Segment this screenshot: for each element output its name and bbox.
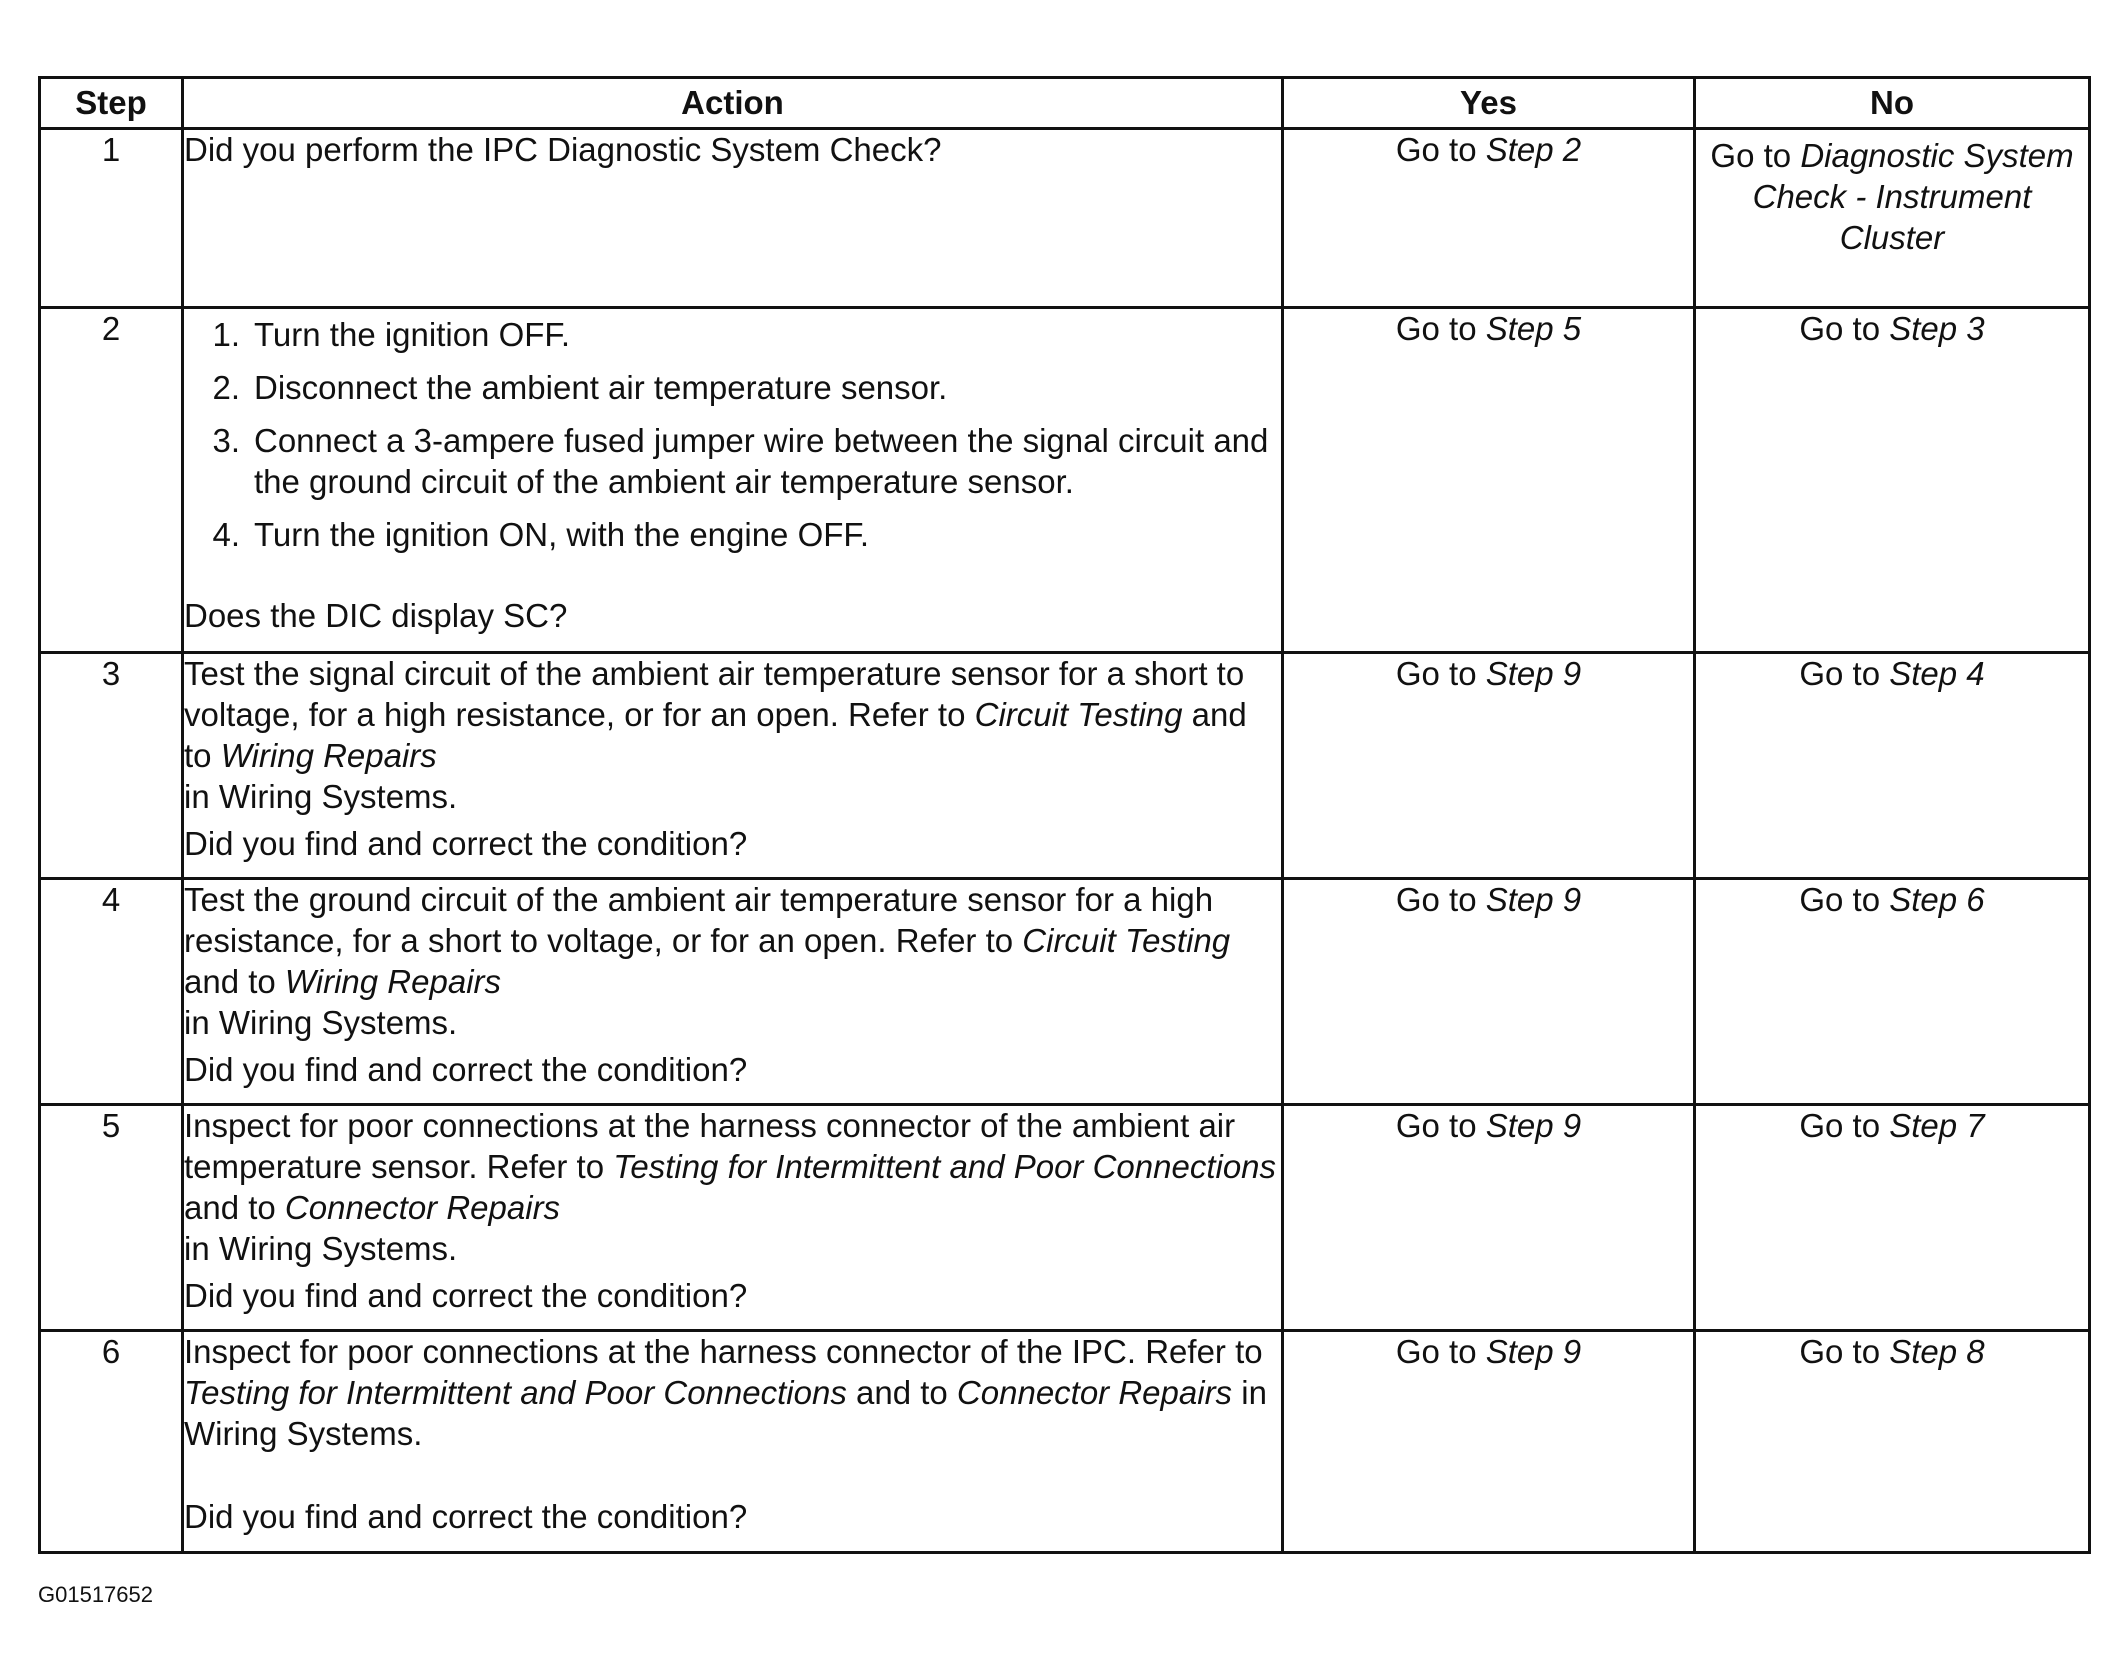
no-cell	[1695, 653, 2090, 879]
table-row	[40, 879, 2090, 1105]
header-row	[40, 78, 2090, 129]
reference-link[interactable]: Connector Repairs	[284, 1188, 561, 1226]
reference-link[interactable]: Connector Repairs	[956, 1373, 1233, 1411]
action-question: Does the DIC display SC?	[184, 597, 568, 635]
yes-prefix: Go to	[1395, 1333, 1486, 1370]
substep-number: 4.	[212, 515, 240, 553]
no-cell	[1695, 308, 2090, 653]
no-step-link[interactable]: Diagnostic System Check - Instrument Cluster	[1752, 137, 2074, 256]
action-text: and to	[184, 1188, 285, 1226]
action-question: Did you find and correct the condition?	[184, 824, 748, 862]
action-cell	[183, 308, 1283, 653]
no-step-link[interactable]: Step 6	[1889, 881, 1985, 918]
reference-link[interactable]: Wiring Repairs	[284, 962, 502, 1000]
step-number: 6	[40, 1331, 183, 1553]
substep-item	[184, 315, 1281, 356]
no-cell	[1695, 879, 2090, 1105]
yes-cell	[1283, 879, 1695, 1105]
yes-cell	[1283, 1331, 1695, 1553]
yes-prefix: Go to	[1395, 310, 1486, 347]
no-cell	[1695, 1331, 2090, 1553]
figure-id: G01517652	[38, 1582, 153, 1607]
step-number: 3	[40, 653, 183, 879]
no-prefix: Go to	[1799, 1107, 1890, 1144]
diagnostic-table	[38, 76, 2091, 1554]
yes-prefix: Go to	[1395, 131, 1486, 168]
no-prefix: Go to	[1710, 137, 1801, 174]
no-prefix: Go to	[1799, 1333, 1890, 1370]
substep-list	[184, 309, 1281, 568]
reference-link[interactable]: Testing for Intermittent and Poor Connections	[613, 1147, 1277, 1185]
yes-step-link[interactable]: Step 9	[1485, 1107, 1582, 1144]
substep-number: 2.	[212, 368, 240, 406]
no-step-link[interactable]: Step 3	[1889, 310, 1985, 347]
no-prefix: Go to	[1799, 881, 1890, 918]
yes-cell	[1283, 1105, 1695, 1331]
action-cell	[183, 129, 1283, 308]
action-instructions	[184, 1106, 1281, 1270]
step-number: 5	[40, 1105, 183, 1331]
yes-step-link[interactable]: Step 2	[1485, 131, 1582, 168]
step-number: 1	[40, 129, 183, 308]
reference-link[interactable]: Circuit Testing	[1022, 921, 1231, 959]
action-question: Did you find and correct the condition?	[184, 1276, 748, 1314]
header-no: No	[1695, 78, 2090, 129]
yes-cell	[1283, 653, 1695, 879]
action-text: Inspect for poor connections at the harness connector of the ambient air temperature sensor. Refer to	[184, 1107, 1236, 1185]
step-number: 2	[40, 308, 183, 653]
table-row	[40, 1331, 2090, 1553]
yes-prefix: Go to	[1395, 655, 1486, 692]
yes-step-link[interactable]: Step 9	[1485, 655, 1582, 692]
action-text: in Wiring Systems.	[184, 1229, 458, 1267]
substep-text: Disconnect the ambient air temperature sensor.	[254, 368, 948, 406]
yes-cell	[1283, 129, 1695, 308]
action-question: Did you find and correct the condition?	[184, 1050, 748, 1088]
table-row	[40, 653, 2090, 879]
substep-item	[184, 368, 1281, 409]
substep-item	[184, 421, 1281, 503]
no-step-link[interactable]: Step 8	[1889, 1333, 1985, 1370]
action-text: and to	[184, 695, 1247, 774]
no-cell	[1695, 129, 2090, 308]
action-text: Test the ground circuit of the ambient air temperature sensor for a high resistance, for a short to voltage, or for an open. Refer to	[184, 881, 1214, 959]
action-instructions	[184, 654, 1281, 818]
action-text: Inspect for poor connections at the harness connector of the IPC. Refer to	[184, 1333, 1263, 1370]
substep-number: 3.	[212, 421, 240, 459]
table-row	[40, 308, 2090, 653]
action-text: and to	[184, 962, 285, 1000]
header-step: Step	[40, 78, 183, 129]
substep-text: Turn the ignition OFF.	[254, 316, 571, 353]
yes-step-link[interactable]: Step 5	[1485, 310, 1582, 347]
yes-cell	[1283, 308, 1695, 653]
yes-prefix: Go to	[1395, 881, 1486, 918]
header-action: Action	[183, 78, 1283, 129]
yes-step-link[interactable]: Step 9	[1485, 881, 1582, 918]
no-cell	[1695, 1105, 2090, 1331]
yes-prefix: Go to	[1395, 1107, 1486, 1144]
action-text: and to	[846, 1373, 957, 1411]
substep-number: 1.	[212, 316, 240, 353]
action-text: Test the signal circuit of the ambient air temperature sensor for a short to voltage, for a high resistance, or for an open. Refer to	[184, 655, 1245, 733]
action-text: in Wiring Systems.	[184, 1373, 1267, 1452]
table-row	[40, 1105, 2090, 1331]
no-step-link[interactable]: Step 7	[1889, 1107, 1985, 1144]
action-text: in Wiring Systems.	[184, 777, 458, 815]
header-yes: Yes	[1283, 78, 1695, 129]
action-question: Did you find and correct the condition?	[184, 1498, 748, 1536]
substep-item	[184, 515, 1281, 556]
action-question: Did you perform the IPC Diagnostic System Check?	[184, 131, 942, 168]
reference-link[interactable]: Testing for Intermittent and Poor Connections	[184, 1373, 847, 1411]
yes-step-link[interactable]: Step 9	[1485, 1333, 1582, 1370]
no-step-link[interactable]: Step 4	[1889, 655, 1985, 692]
substep-text: Connect a 3-ampere fused jumper wire between the signal circuit and the ground circuit of the ambient air temperature sensor.	[254, 421, 1269, 500]
no-prefix: Go to	[1799, 655, 1890, 692]
action-cell	[183, 1105, 1283, 1331]
action-instructions	[184, 880, 1281, 1044]
action-cell	[183, 653, 1283, 879]
action-text: in Wiring Systems.	[184, 1003, 458, 1041]
reference-link[interactable]: Circuit Testing	[974, 695, 1183, 733]
action-cell	[183, 879, 1283, 1105]
action-instructions	[184, 1332, 1281, 1455]
action-cell	[183, 1331, 1283, 1553]
step-number: 4	[40, 879, 183, 1105]
no-prefix: Go to	[1799, 310, 1890, 347]
substep-text: Turn the ignition ON, with the engine OFF.	[254, 515, 870, 553]
table-row	[40, 129, 2090, 308]
reference-link[interactable]: Wiring Repairs	[220, 736, 437, 774]
